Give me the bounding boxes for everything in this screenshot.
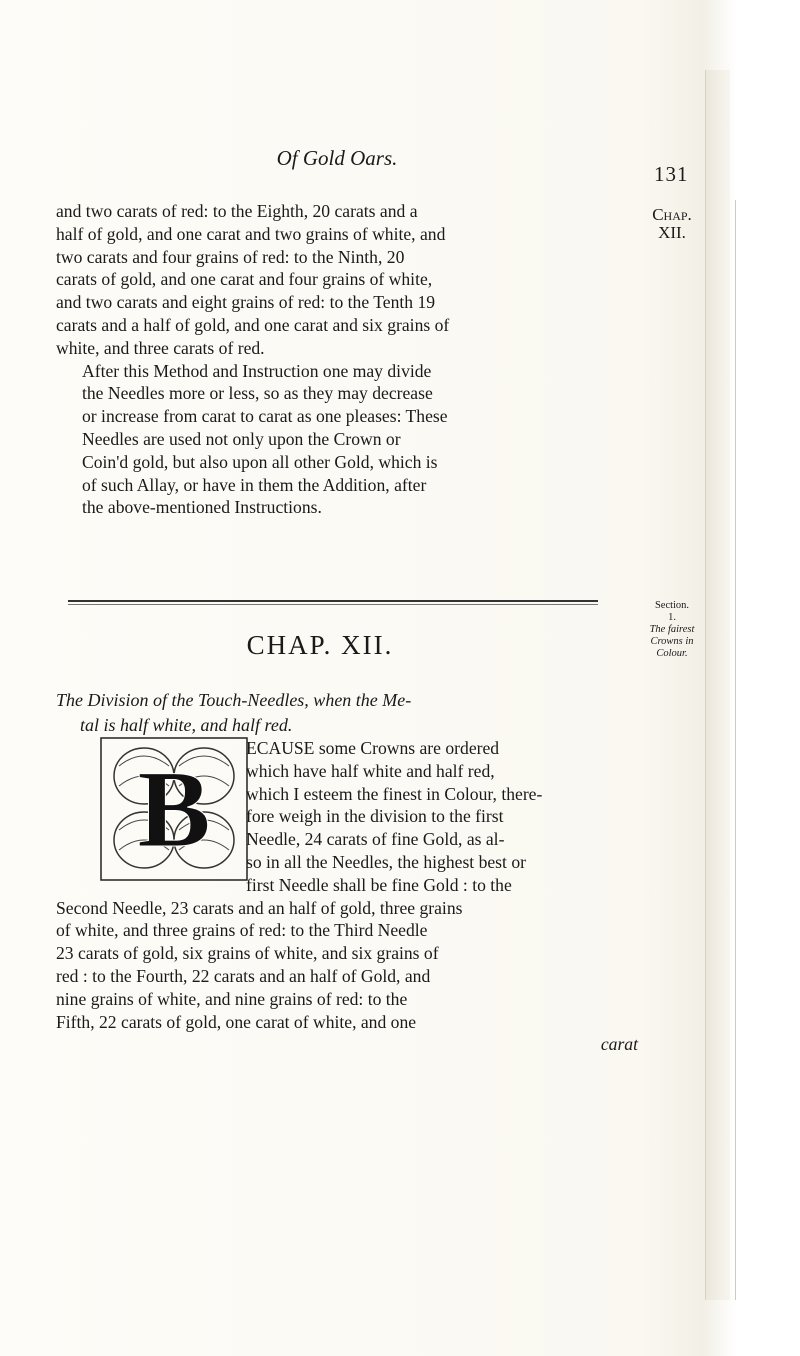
chapter-heading: CHAP. XII. (246, 630, 394, 660)
para1-line-7: white, and three carats of red. (56, 337, 265, 358)
para1-line-3: two carats and four grains of red: to the Ninth, 20 (56, 246, 405, 267)
margin-section-title: The fairest Crowns in Colour. (649, 624, 695, 659)
para3-line-6: so in all the Needles, the highest best or (246, 851, 526, 872)
para3-line-1: ECAUSE some Crowns are ordered (246, 738, 500, 758)
para2-line-3: or increase from carat to carat as one pleases: These (82, 406, 448, 427)
para2-line-2: the Needles more or less, so as they may decrease (82, 383, 433, 404)
para3-line-9: of white, and three grains of red: to the Third Needle (56, 920, 428, 941)
para2-line-7: the above-mentioned Instructions. (82, 497, 322, 518)
section-rule (68, 600, 598, 602)
para2-line-1: After this Method and Instruction one may divide (82, 360, 432, 381)
section-rule-thin (68, 604, 598, 605)
para2-line-6: of such Allay, or have in them the Addition, after (82, 474, 427, 495)
para2-line-4: Needles are used not only upon the Crown or (82, 428, 401, 449)
para3-line-13: Fifth, 22 carats of gold, one carat of white, and one (56, 1011, 417, 1032)
ornamental-dropcap (99, 736, 249, 882)
chapter-title-line-1: The Division of the Touch-Needles, when the Me- (56, 690, 412, 710)
para3-line-3: which I esteem the finest in Colour, there- (246, 783, 543, 804)
para3-line-10: 23 carats of gold, six grains of white, and six grains of (56, 943, 439, 964)
para3-line-14: carat (600, 1034, 638, 1055)
para2-line-5: Coin'd gold, but also upon all other Gold, which is (82, 451, 438, 472)
para3-line-5: Needle, 24 carats of fine Gold, as al- (246, 829, 505, 850)
para1-line-4: carats of gold, and one carat and four grains of white, (56, 269, 433, 290)
para1-line-2: half of gold, and one carat and two grains of white, and (56, 223, 446, 244)
dropcap-letter: B (137, 748, 211, 870)
chapter-title-line-2: tal is half white, and half red. (80, 715, 293, 735)
margin-chapter-note (641, 206, 703, 242)
chapter-title (56, 688, 586, 738)
para3-line-12: nine grains of white, and nine grains of red: to the (56, 988, 408, 1009)
page-edge-inner (735, 200, 744, 1300)
margin-section-number: 1. (668, 612, 676, 623)
para3-line-11: red : to the Fourth, 22 carats and an half of Gold, and (56, 965, 431, 986)
running-head: Of Gold Oars. (276, 146, 398, 170)
para1-line-6: carats and a half of gold, and one carat and six grains of (56, 314, 450, 335)
margin-chap-label: Chap. (652, 205, 692, 224)
page-number: 131 (654, 162, 689, 186)
para3-line-8: Second Needle, 23 carats and an half of gold, three grains (56, 897, 463, 918)
page-edge (705, 70, 730, 1300)
para3-line-4: fore weigh in the division to the first (246, 806, 504, 827)
opening-paragraphs (56, 200, 638, 519)
margin-section-note (640, 600, 704, 660)
para3-line-2: which have half white and half red, (246, 760, 495, 781)
margin-section-label: Section. (654, 600, 690, 611)
margin-chap-number: XII. (658, 223, 686, 242)
para3-line-7: first Needle shall be fine Gold : to the (246, 874, 512, 895)
para1-line-5: and two carats and eight grains of red: to the Tenth 19 (56, 292, 436, 313)
para1-line-1: and two carats of red: to the Eighth, 20 carats and a (56, 201, 418, 221)
